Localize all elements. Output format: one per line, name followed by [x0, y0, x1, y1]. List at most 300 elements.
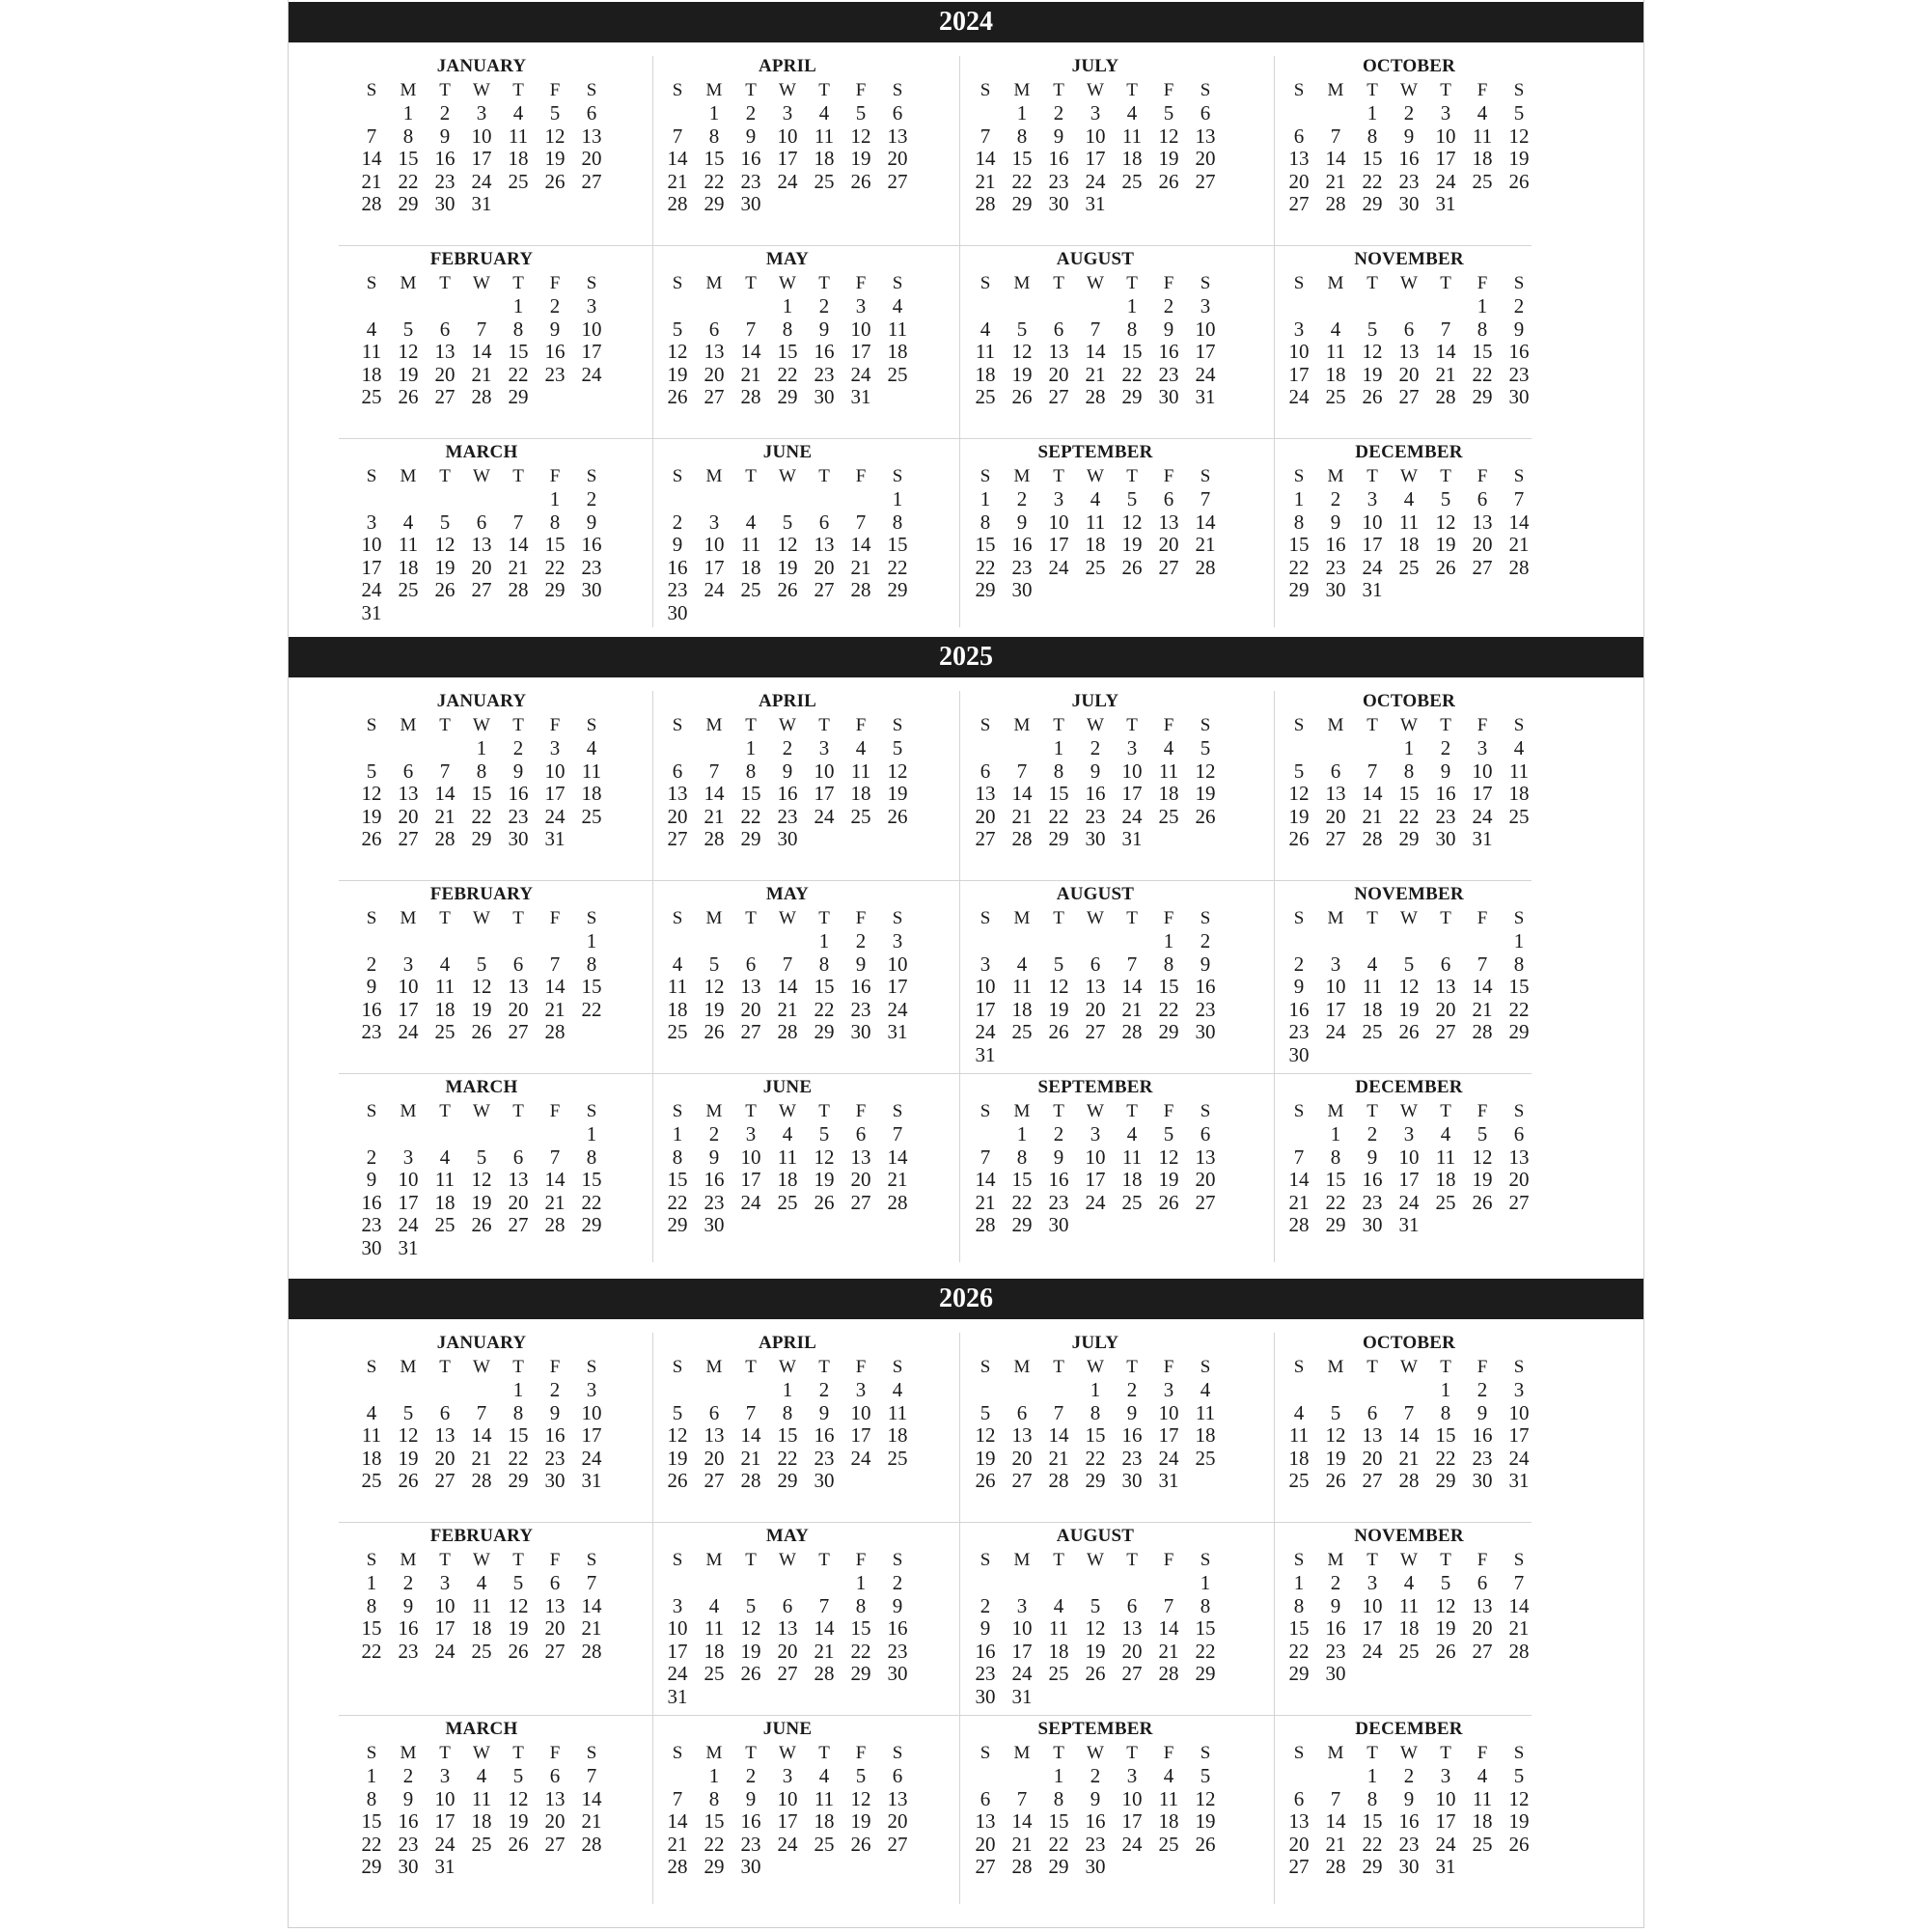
day-12: 12 [1398, 975, 1420, 999]
weekday-label: M [705, 908, 723, 928]
weekday-label: T [1366, 908, 1378, 928]
day-3: 3 [818, 736, 830, 759]
day-2: 2 [782, 736, 793, 759]
day-17: 17 [850, 340, 871, 364]
day-8: 8 [782, 317, 793, 341]
day-12: 12 [471, 975, 492, 999]
day-11: 11 [361, 1423, 382, 1448]
day-21: 21 [544, 1190, 566, 1214]
day-11: 11 [1398, 510, 1420, 534]
day-5: 5 [708, 952, 720, 976]
day-15: 15 [581, 1168, 602, 1192]
weekday-label: M [400, 715, 417, 735]
day-25: 25 [581, 804, 602, 828]
day-7: 7 [549, 952, 561, 976]
day-9: 9 [549, 1400, 561, 1424]
day-29: 29 [1435, 1469, 1456, 1493]
day-11: 11 [704, 1616, 725, 1641]
month-november [1274, 884, 1544, 1067]
day-9: 9 [1403, 1786, 1415, 1810]
day-18: 18 [471, 1809, 492, 1834]
day-16: 16 [777, 782, 798, 806]
day-6: 6 [745, 952, 757, 976]
day-22: 22 [581, 1190, 602, 1214]
day-8: 8 [1200, 1593, 1211, 1617]
day-8: 8 [745, 759, 757, 783]
day-7: 7 [855, 510, 867, 534]
day-25: 25 [398, 578, 419, 602]
day-24: 24 [1398, 1190, 1420, 1214]
day-25: 25 [361, 1469, 382, 1493]
day-26: 26 [975, 1469, 996, 1493]
day-8: 8 [402, 124, 414, 148]
day-4: 4 [782, 1122, 793, 1145]
day-3: 3 [892, 929, 903, 952]
day-9: 9 [402, 1593, 414, 1617]
day-11: 11 [975, 340, 996, 364]
day-2: 2 [366, 952, 377, 976]
day-7: 7 [512, 510, 524, 534]
day-13: 13 [508, 1168, 529, 1192]
day-4: 4 [1016, 952, 1028, 976]
day-21: 21 [508, 555, 529, 579]
day-30: 30 [1121, 1469, 1143, 1493]
weekday-label: S [1293, 80, 1305, 100]
day-27: 27 [1325, 827, 1346, 851]
day-14: 14 [667, 147, 688, 171]
day-6: 6 [1163, 487, 1174, 511]
month-title: JANUARY [436, 691, 527, 711]
day-23: 23 [777, 804, 798, 828]
day-25: 25 [1325, 385, 1346, 409]
day-29: 29 [1508, 1020, 1530, 1044]
day-15: 15 [1195, 1616, 1216, 1641]
day-11: 11 [1362, 975, 1383, 999]
day-30: 30 [398, 1855, 419, 1879]
weekday-label: F [855, 908, 867, 928]
day-29: 29 [1325, 1213, 1346, 1237]
day-11: 11 [434, 1168, 455, 1192]
day-28: 28 [1158, 1662, 1179, 1686]
day-2: 2 [1016, 487, 1028, 511]
weekday-label: F [1477, 1550, 1488, 1570]
day-20: 20 [850, 1168, 871, 1192]
day-3: 3 [1440, 101, 1451, 124]
day-31: 31 [850, 385, 871, 409]
day-28: 28 [1362, 827, 1383, 851]
day-24: 24 [1325, 1020, 1346, 1044]
day-7: 7 [476, 1400, 487, 1424]
day-17: 17 [1325, 997, 1346, 1021]
day-29: 29 [508, 385, 529, 409]
day-22: 22 [814, 997, 835, 1021]
row-divider [339, 1073, 1532, 1074]
weekday-label: T [1126, 466, 1138, 486]
day-4: 4 [745, 510, 757, 534]
day-15: 15 [1362, 147, 1383, 171]
day-2: 2 [1477, 1378, 1488, 1401]
day-8: 8 [366, 1786, 377, 1810]
day-13: 13 [508, 975, 529, 999]
day-8: 8 [672, 1145, 683, 1169]
day-30: 30 [1085, 827, 1106, 851]
day-12: 12 [704, 975, 725, 999]
day-15: 15 [361, 1809, 382, 1834]
day-13: 13 [1472, 1593, 1493, 1617]
day-4: 4 [892, 294, 903, 317]
day-26: 26 [508, 1639, 529, 1663]
day-3: 3 [1090, 101, 1101, 124]
day-2: 2 [1163, 294, 1174, 317]
day-24: 24 [1085, 169, 1106, 193]
day-26: 26 [544, 169, 566, 193]
day-16: 16 [814, 340, 835, 364]
day-28: 28 [1011, 1855, 1033, 1879]
month-april [652, 56, 923, 239]
day-5: 5 [1513, 1764, 1525, 1787]
day-2: 2 [1513, 294, 1525, 317]
day-16: 16 [1085, 782, 1106, 806]
month-june [652, 1077, 923, 1260]
day-23: 23 [704, 1190, 725, 1214]
weekday-label: S [586, 1357, 597, 1377]
weekday-label: W [779, 1743, 796, 1763]
day-21: 21 [471, 362, 492, 386]
day-5: 5 [512, 1764, 524, 1787]
day-25: 25 [975, 385, 996, 409]
day-3: 3 [366, 510, 377, 534]
day-19: 19 [1325, 1446, 1346, 1470]
weekday-label: S [672, 466, 683, 486]
day-13: 13 [544, 1786, 566, 1810]
year-header: 2026 [289, 1279, 1643, 1319]
day-28: 28 [975, 192, 996, 216]
day-6: 6 [549, 1571, 561, 1594]
day-27: 27 [1472, 1639, 1493, 1663]
day-6: 6 [1200, 101, 1211, 124]
weekday-label: S [366, 1357, 377, 1377]
weekday-label: S [366, 80, 377, 100]
day-3: 3 [476, 101, 487, 124]
day-25: 25 [1048, 1662, 1069, 1686]
day-12: 12 [777, 533, 798, 557]
day-13: 13 [1398, 340, 1420, 364]
weekday-label: M [1013, 1743, 1031, 1763]
day-30: 30 [814, 1469, 835, 1493]
day-28: 28 [1195, 555, 1216, 579]
day-7: 7 [1126, 952, 1138, 976]
day-4: 4 [476, 1571, 487, 1594]
day-16: 16 [1325, 1616, 1346, 1641]
month-february [346, 884, 617, 1067]
weekday-label: S [892, 466, 903, 486]
day-4: 4 [402, 510, 414, 534]
day-16: 16 [1085, 1809, 1106, 1834]
day-13: 13 [1288, 147, 1310, 171]
weekday-label: M [400, 466, 417, 486]
day-18: 18 [1472, 147, 1493, 171]
day-11: 11 [508, 124, 529, 148]
day-19: 19 [361, 804, 382, 828]
month-title: APRIL [758, 691, 817, 711]
day-6: 6 [818, 510, 830, 534]
day-27: 27 [777, 1662, 798, 1686]
day-27: 27 [398, 827, 419, 851]
day-24: 24 [704, 578, 725, 602]
day-19: 19 [471, 1190, 492, 1214]
day-21: 21 [1362, 804, 1383, 828]
day-5: 5 [402, 1400, 414, 1424]
day-17: 17 [1048, 533, 1069, 557]
weekday-label: S [1513, 1743, 1525, 1763]
day-6: 6 [512, 1145, 524, 1169]
day-19: 19 [704, 997, 725, 1021]
weekday-label: F [855, 80, 867, 100]
weekday-label: M [1327, 908, 1344, 928]
day-12: 12 [1011, 340, 1033, 364]
day-3: 3 [782, 1764, 793, 1787]
day-20: 20 [1085, 997, 1106, 1021]
day-5: 5 [1366, 317, 1378, 341]
weekday-label: S [980, 273, 991, 293]
weekday-label: W [473, 715, 490, 735]
day-11: 11 [1472, 124, 1493, 148]
day-10: 10 [1362, 510, 1383, 534]
day-1: 1 [586, 929, 597, 952]
day-27: 27 [1398, 385, 1420, 409]
day-26: 26 [704, 1020, 725, 1044]
day-24: 24 [1362, 555, 1383, 579]
weekday-label: S [980, 908, 991, 928]
day-25: 25 [1121, 1190, 1143, 1214]
day-11: 11 [1158, 1786, 1179, 1810]
day-15: 15 [1011, 147, 1033, 171]
day-13: 13 [544, 1593, 566, 1617]
day-21: 21 [581, 1809, 602, 1834]
day-21: 21 [850, 555, 871, 579]
day-7: 7 [1330, 124, 1341, 148]
day-24: 24 [1011, 1662, 1033, 1686]
day-6: 6 [1403, 317, 1415, 341]
day-18: 18 [1085, 533, 1106, 557]
weekday-label: T [1053, 1357, 1064, 1377]
weekday-label: T [818, 1550, 830, 1570]
day-8: 8 [1053, 759, 1064, 783]
day-20: 20 [975, 804, 996, 828]
day-28: 28 [361, 192, 382, 216]
weekday-label: S [1293, 1743, 1305, 1763]
day-16: 16 [1048, 1168, 1069, 1192]
weekday-label: F [1163, 1550, 1174, 1570]
day-31: 31 [1011, 1685, 1033, 1708]
day-14: 14 [850, 533, 871, 557]
day-10: 10 [1435, 124, 1456, 148]
day-9: 9 [672, 533, 683, 557]
day-19: 19 [1508, 147, 1530, 171]
day-24: 24 [581, 1446, 602, 1470]
month-may [652, 249, 923, 432]
day-18: 18 [1121, 1168, 1143, 1192]
day-19: 19 [434, 555, 455, 579]
day-19: 19 [850, 147, 871, 171]
weekday-label: S [1200, 715, 1211, 735]
weekday-label: S [1200, 908, 1211, 928]
day-9: 9 [1090, 759, 1101, 783]
day-24: 24 [544, 804, 566, 828]
day-26: 26 [850, 1832, 871, 1856]
day-1: 1 [1477, 294, 1488, 317]
day-7: 7 [980, 1145, 991, 1169]
weekday-label: T [439, 1101, 451, 1121]
day-10: 10 [1288, 340, 1310, 364]
day-12: 12 [398, 1423, 419, 1448]
day-10: 10 [814, 759, 835, 783]
weekday-label: W [473, 80, 490, 100]
day-2: 2 [708, 1122, 720, 1145]
day-26: 26 [434, 578, 455, 602]
day-5: 5 [855, 101, 867, 124]
day-31: 31 [1085, 192, 1106, 216]
day-3: 3 [1126, 1764, 1138, 1787]
day-25: 25 [1472, 169, 1493, 193]
month-title: JUNE [762, 1077, 813, 1097]
month-title: DECEMBER [1355, 1719, 1463, 1739]
day-27: 27 [704, 1469, 725, 1493]
day-11: 11 [1011, 975, 1033, 999]
day-14: 14 [667, 1809, 688, 1834]
day-18: 18 [1048, 1639, 1069, 1663]
day-22: 22 [667, 1190, 688, 1214]
weekday-label: T [745, 80, 757, 100]
day-6: 6 [512, 952, 524, 976]
day-11: 11 [814, 1786, 835, 1810]
weekday-label: W [1400, 908, 1418, 928]
weekday-label: F [1163, 1101, 1174, 1121]
day-13: 13 [1195, 124, 1216, 148]
day-16: 16 [1398, 1809, 1420, 1834]
weekday-label: T [512, 715, 524, 735]
weekday-label: W [1087, 1550, 1104, 1570]
day-27: 27 [544, 1639, 566, 1663]
weekday-label: M [705, 273, 723, 293]
day-19: 19 [667, 1446, 688, 1470]
day-30: 30 [1398, 1855, 1420, 1879]
month-title: APRIL [758, 1333, 817, 1353]
day-31: 31 [1195, 385, 1216, 409]
day-28: 28 [704, 827, 725, 851]
weekday-label: W [1400, 1101, 1418, 1121]
day-21: 21 [1325, 169, 1346, 193]
day-29: 29 [850, 1662, 871, 1686]
day-13: 13 [975, 1809, 996, 1834]
day-23: 23 [1398, 169, 1420, 193]
day-22: 22 [1508, 997, 1530, 1021]
weekday-label: S [1293, 273, 1305, 293]
month-title: MARCH [445, 1077, 518, 1097]
day-17: 17 [1121, 1809, 1143, 1834]
day-1: 1 [782, 1378, 793, 1401]
weekday-label: S [1200, 1101, 1211, 1121]
day-20: 20 [1121, 1639, 1143, 1663]
day-11: 11 [1288, 1423, 1310, 1448]
day-22: 22 [508, 362, 529, 386]
day-7: 7 [1477, 952, 1488, 976]
day-9: 9 [1200, 952, 1211, 976]
day-29: 29 [704, 1855, 725, 1879]
day-2: 2 [980, 1593, 991, 1617]
day-8: 8 [1330, 1145, 1341, 1169]
day-6: 6 [980, 759, 991, 783]
day-27: 27 [814, 578, 835, 602]
day-2: 2 [402, 1571, 414, 1594]
month-august [960, 249, 1230, 432]
day-4: 4 [476, 1764, 487, 1787]
day-20: 20 [1011, 1446, 1033, 1470]
weekday-label: M [400, 1550, 417, 1570]
day-7: 7 [586, 1571, 597, 1594]
day-15: 15 [1011, 1168, 1033, 1192]
day-6: 6 [402, 759, 414, 783]
day-1: 1 [1016, 101, 1028, 124]
weekday-label: S [672, 1550, 683, 1570]
day-1: 1 [1440, 1378, 1451, 1401]
weekday-label: S [1293, 466, 1305, 486]
day-16: 16 [581, 533, 602, 557]
weekday-label: T [439, 466, 451, 486]
weekday-label: S [892, 1357, 903, 1377]
day-12: 12 [1435, 510, 1456, 534]
day-12: 12 [814, 1145, 835, 1169]
month-may [652, 884, 923, 1067]
day-6: 6 [672, 759, 683, 783]
weekday-label: M [705, 715, 723, 735]
day-31: 31 [361, 601, 382, 624]
month-title: OCTOBER [1362, 56, 1456, 76]
month-title: JULY [1071, 691, 1119, 711]
day-26: 26 [1362, 385, 1383, 409]
day-30: 30 [361, 1236, 382, 1259]
day-6: 6 [1016, 1400, 1028, 1424]
day-21: 21 [1085, 362, 1106, 386]
weekday-label: F [1477, 80, 1488, 100]
day-21: 21 [667, 1832, 688, 1856]
day-7: 7 [782, 952, 793, 976]
weekday-label: M [1327, 80, 1344, 100]
day-24: 24 [887, 997, 908, 1021]
day-27: 27 [740, 1020, 761, 1044]
day-13: 13 [1325, 782, 1346, 806]
day-6: 6 [439, 317, 451, 341]
weekday-label: T [1366, 1550, 1378, 1570]
month-may [652, 1526, 923, 1709]
day-17: 17 [1085, 1168, 1106, 1192]
month-title: JULY [1071, 56, 1119, 76]
weekday-label: T [439, 80, 451, 100]
day-29: 29 [667, 1213, 688, 1237]
day-2: 2 [1053, 101, 1064, 124]
day-22: 22 [361, 1639, 382, 1663]
day-14: 14 [1508, 1593, 1530, 1617]
day-15: 15 [544, 533, 566, 557]
month-october [1274, 1333, 1544, 1516]
day-26: 26 [398, 385, 419, 409]
day-18: 18 [850, 782, 871, 806]
day-17: 17 [398, 997, 419, 1021]
day-20: 20 [1472, 1616, 1493, 1641]
day-23: 23 [1085, 804, 1106, 828]
day-21: 21 [1435, 362, 1456, 386]
day-20: 20 [814, 555, 835, 579]
